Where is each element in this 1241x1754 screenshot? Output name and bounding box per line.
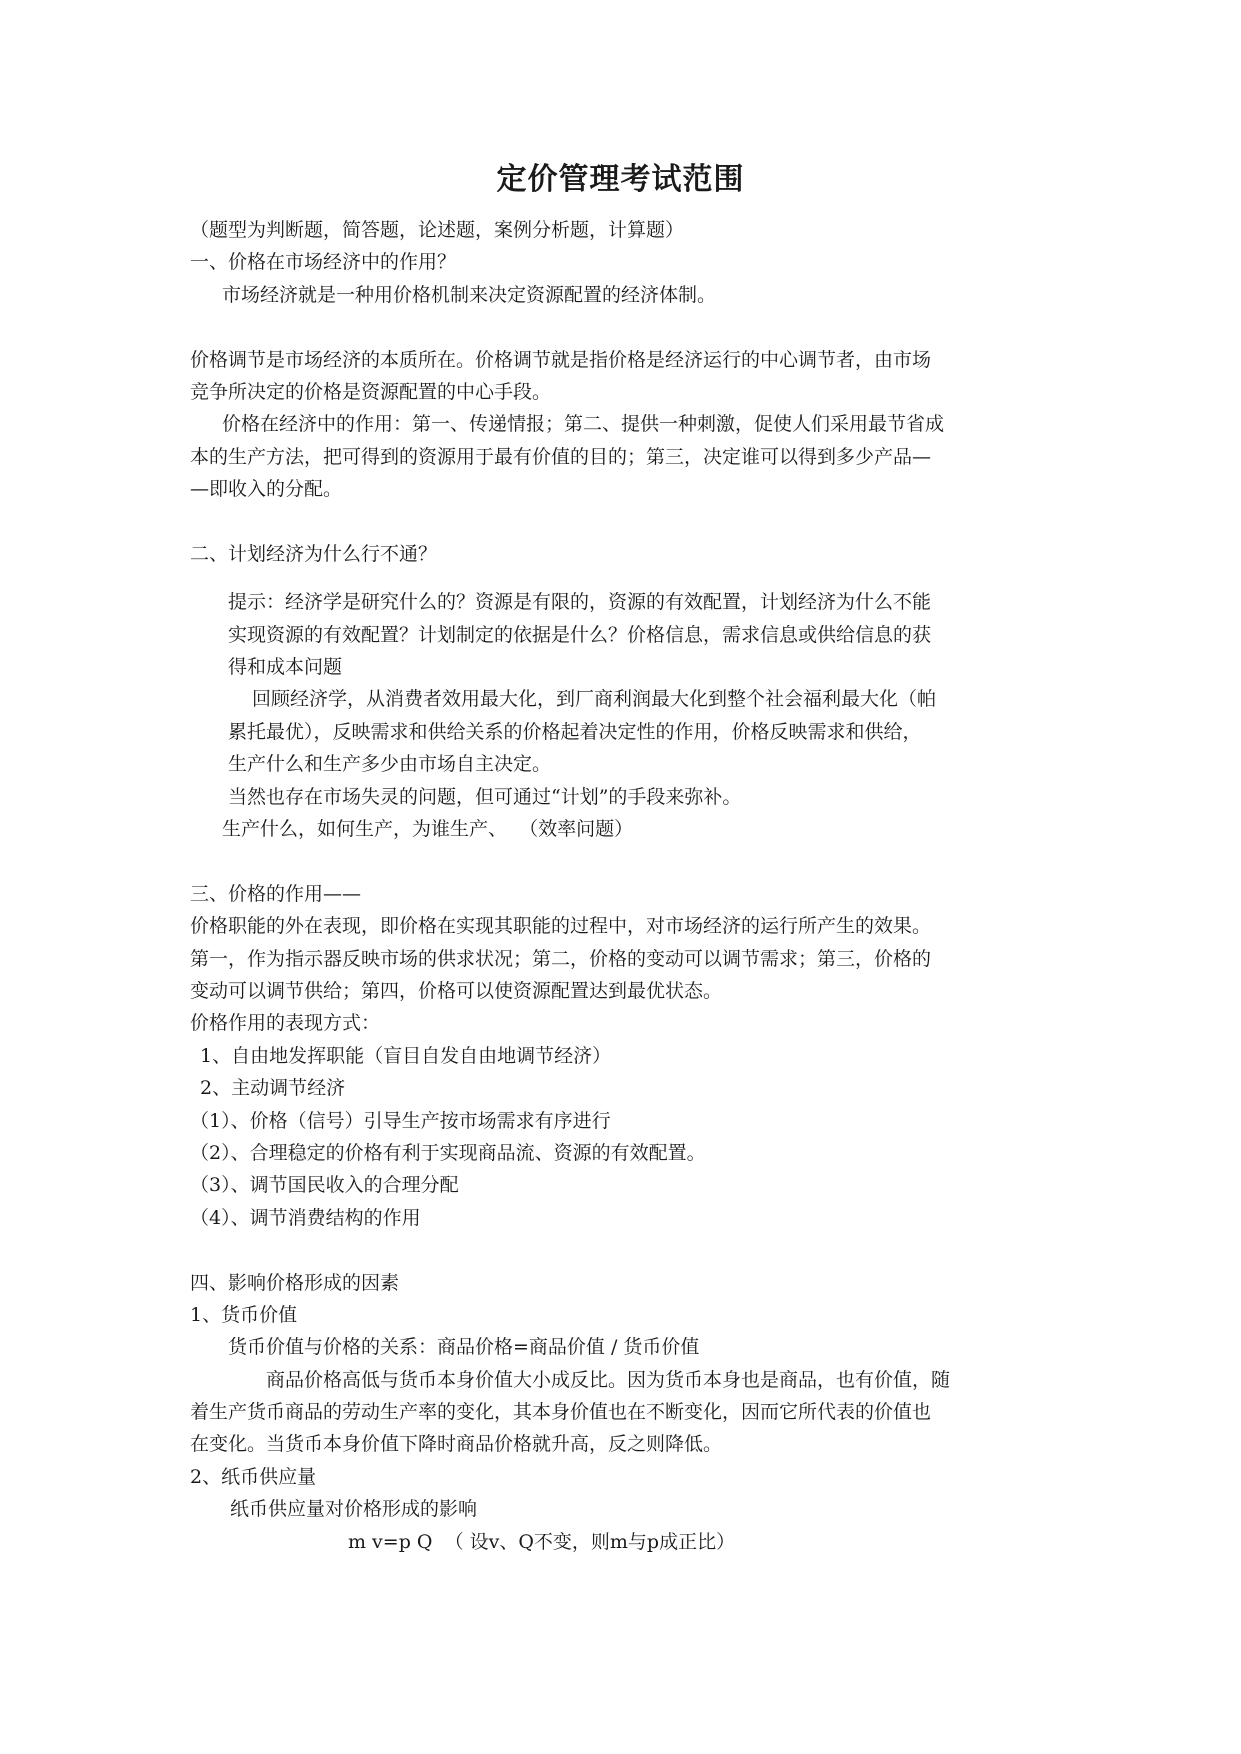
subsection-heading: 2、纸币供应量 [190,1465,317,1488]
list-item: （3）、调节国民收入的合理分配 [190,1174,459,1197]
formula-line: m v=p Q （ 设v、Q不变，则m与p成正比） [348,1530,736,1553]
paragraph-line: 货币价值与价格的关系：商品价格=商品价值 / 货币价值 [228,1336,700,1359]
blank-line [190,1234,1050,1266]
paragraph-line: 提示：经济学是研究什么的？资源是有限的，资源的有效配置，计划经济为什么不能 [228,591,932,614]
paragraph-line: 价格在经济中的作用：第一、传递情报；第二、提供一种刺激，促使人们采用最节省成 [222,413,945,436]
section-heading-4: 四、影响价格形成的因素 [190,1271,400,1294]
paragraph-line: 生产什么，如何生产，为谁生产、 （效率问题） [222,818,634,841]
blank-line [190,311,1050,343]
list-item: （4）、调节消费结构的作用 [190,1206,421,1229]
blank-line [190,506,1050,538]
paragraph-line: 价格调节是市场经济的本质所在。价格调节就是指价格是经济运行的中心调节者，由市场 [190,348,932,371]
list-item: 1、自由地发挥职能（盲目自发自由地调节经济） [200,1044,612,1067]
list-item: （2）、合理稳定的价格有利于实现商品流、资源的有效配置。 [190,1141,706,1164]
paragraph-line: 着生产货币商品的劳动生产率的变化，其本身价值也在不断变化，因而它所代表的价值也 [190,1401,932,1424]
paragraph-line: 变动可以调节供给；第四，价格可以使资源配置达到最优状态。 [190,979,723,1002]
paragraph-line: 实现资源的有效配置？计划制定的依据是什么？价格信息，需求信息或供给信息的获 [228,623,932,646]
blank-line [190,845,1050,877]
paragraph-line: 回顾经济学，从消费者效用最大化，到厂商利润最大化到整个社会福利最大化（帕 [252,688,937,711]
paragraph-line: 商品价格高低与货币本身价值大小成反比。因为货币本身也是商品，也有价值，随 [266,1368,951,1391]
paragraph-line: 第一，作为指示器反映市场的供求状况；第二，价格的变动可以调节需求；第三，价格的 [190,947,932,970]
paragraph-line: 价格职能的外在表现，即价格在实现其职能的过程中，对市场经济的运行所产生的效果。 [190,915,932,938]
paragraph-line: 得和成本问题 [228,656,343,679]
section-heading-1: 一、价格在市场经济中的作用？ [190,251,457,274]
subsection-heading: 1、货币价值 [190,1303,298,1326]
document-body [190,214,1050,1558]
paragraph-line: 本的生产方法，把可得到的资源用于最有价值的目的；第三，决定谁可以得到多少产品— [190,445,932,468]
paragraph-line: 竞争所决定的价格是资源配置的中心手段。 [190,380,552,403]
exam-format-note: （题型为判断题，简答题，论述题，案例分析题，计算题） [190,219,685,241]
paragraph-line: 纸币供应量对价格形成的影响 [230,1498,478,1521]
section-heading-2: 二、计划经济为什么行不通？ [190,542,438,565]
document-title: 定价管理考试范围 [496,162,745,197]
paragraph-line: 在变化。当货币本身价值下降时商品价格就升高，反之则降低。 [190,1433,723,1456]
paragraph-line: 当然也存在市场失灵的问题，但可通过“计划”的手段来弥补。 [228,785,742,808]
paragraph-line: 累托最优），反映需求和供给关系的价格起着决定性的作用，价格反映需求和供给， [228,720,922,743]
paragraph-line: 市场经济就是一种用价格机制来决定资源配置的经济体制。 [222,283,717,306]
paragraph-line: 生产什么和生产多少由市场自主决定。 [228,753,552,776]
list-item: 2、主动调节经济 [200,1077,346,1100]
paragraph-line: —即收入的分配。 [190,478,343,501]
list-item: （1）、价格（信号）引导生产按市场需求有序进行 [190,1109,611,1132]
paragraph-line: 价格作用的表现方式： [190,1012,381,1035]
blank-line [190,570,1050,586]
section-heading-3: 三、价格的作用—— [190,882,362,905]
